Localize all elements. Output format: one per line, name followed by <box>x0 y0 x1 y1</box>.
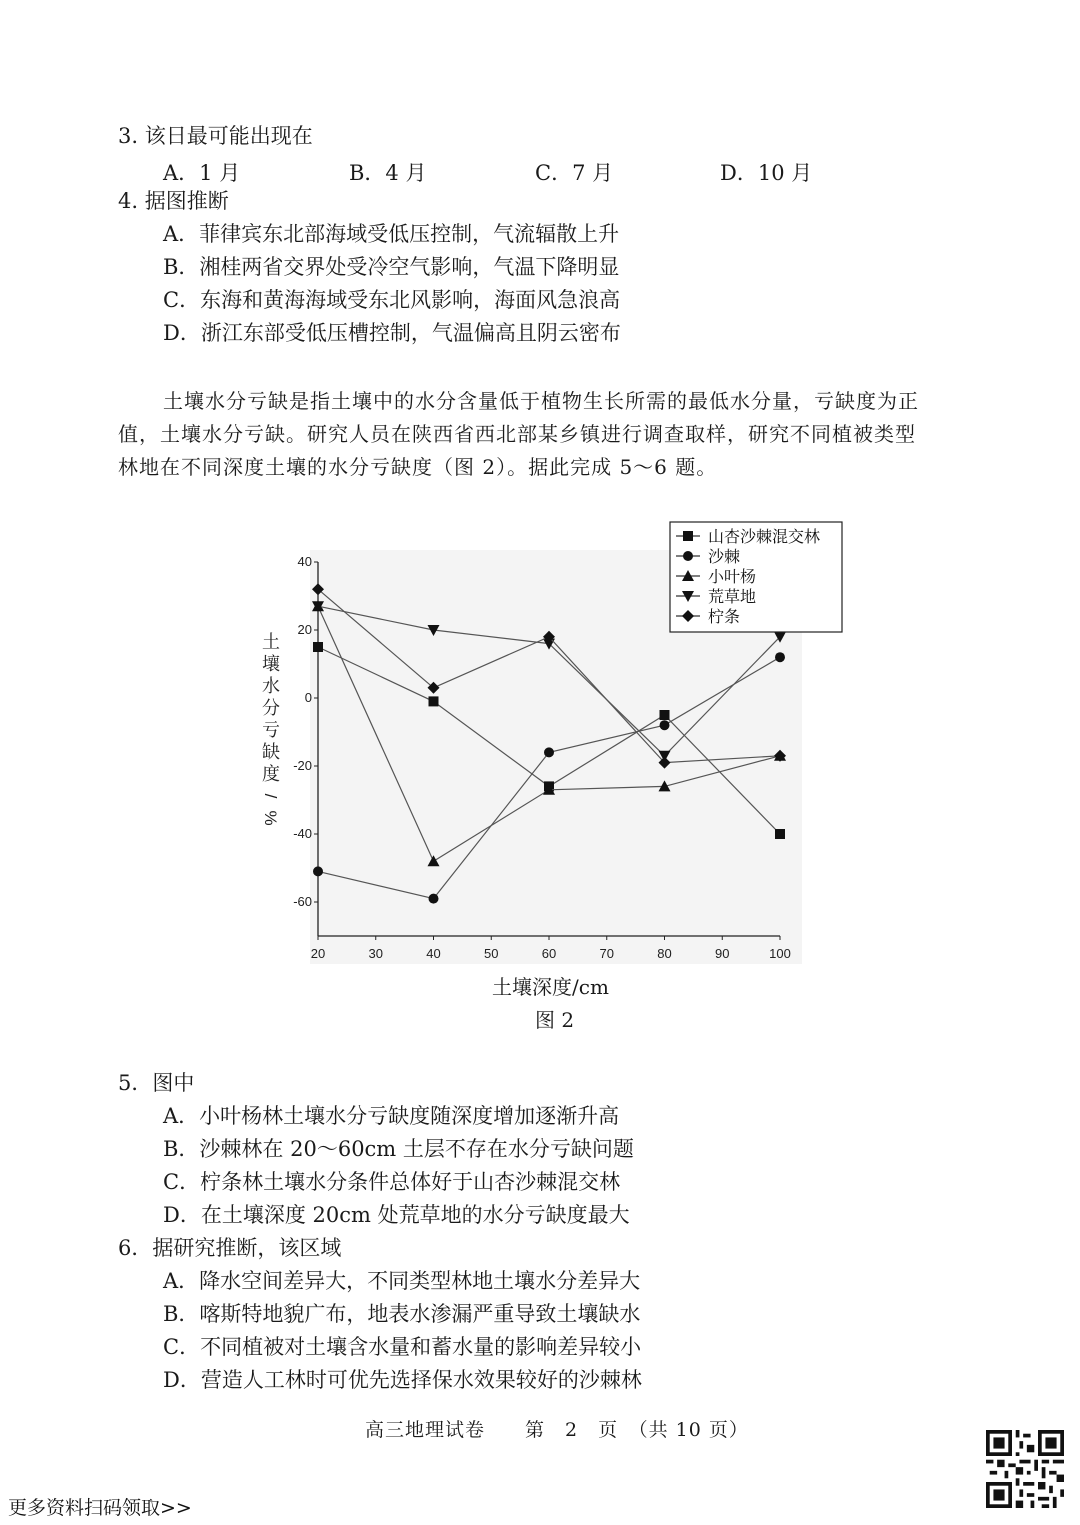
series-2-point <box>660 720 670 730</box>
promo-scan-text: 更多资料扫码领取>> <box>8 1497 192 1519</box>
qr-code-icon[interactable] <box>986 1430 1064 1508</box>
x-tick-label: 50 <box>484 946 499 961</box>
legend-label: 沙棘 <box>708 549 741 566</box>
x-tick-label: 60 <box>541 946 557 961</box>
legend-marker <box>683 531 693 541</box>
q4-option-c: C．东海和黄海海域受东北风影响，海面风急浪高 <box>163 288 621 312</box>
q6-option-b: B．喀斯特地貌广布，地表水渗漏严重导致土壤缺水 <box>163 1302 641 1326</box>
legend-label: 山杏沙棘混交林 <box>708 529 821 546</box>
y-tick-label: -40 <box>293 826 312 841</box>
passage-line-2: 值，土壤水分亏缺。研究人员在陕西省西北部某乡镇进行调查取样，研究不同植被类型 <box>118 422 916 446</box>
q6-stem: 6．据研究推断，该区域 <box>118 1236 342 1260</box>
chart-legend <box>670 522 842 632</box>
y-axis-label-char: 亏 <box>262 720 280 740</box>
x-tick-label: 80 <box>657 946 672 961</box>
legend-marker <box>683 551 693 561</box>
y-axis-label-char: 壤 <box>262 654 280 674</box>
soil-moisture-chart <box>240 510 860 1000</box>
y-tick-label: -60 <box>293 894 312 909</box>
x-tick-label: 40 <box>426 946 441 961</box>
q3-stem: 3. 该日最可能出现在 <box>118 124 313 148</box>
passage-line-1: 土壤水分亏缺是指土壤中的水分含量低于植物生长所需的最低水分量，亏缺度为正 <box>163 389 919 413</box>
series-1-point <box>313 642 323 652</box>
q5-option-b: B．沙棘林在 20～60cm 土层不存在水分亏缺问题 <box>163 1137 634 1161</box>
q6-option-d: D．营造人工林时可优先选择保水效果较好的沙棘林 <box>163 1368 642 1392</box>
chart-xlabel: 土壤深度/cm <box>492 975 609 999</box>
y-tick-label: 0 <box>304 690 312 705</box>
q3-option-b: B．4 月 <box>349 161 427 185</box>
series-1-point <box>775 829 785 839</box>
series-1-point <box>660 710 670 720</box>
y-axis-label-char: / <box>261 793 280 799</box>
q6-option-c: C．不同植被对土壤含水量和蓄水量的影响差异较小 <box>163 1335 642 1359</box>
legend-label: 柠条 <box>708 609 741 626</box>
passage-line-3: 林地在不同深度土壤的水分亏缺度（图 2）。据此完成 5～6 题。 <box>118 455 718 479</box>
y-axis-label-char: 水 <box>262 676 280 696</box>
page-footer: 高三地理试卷 第 2 页 （共 10 页） <box>365 1419 749 1441</box>
q5-option-a: A．小叶杨林土壤水分亏缺度随深度增加逐渐升高 <box>163 1104 620 1128</box>
q3-option-d: D．10 月 <box>720 161 813 185</box>
series-2-point <box>775 652 785 662</box>
y-axis-label-char: 土 <box>262 632 280 652</box>
legend-label: 小叶杨 <box>708 569 757 586</box>
figure-caption: 图 2 <box>535 1008 575 1032</box>
q4-stem: 4. 据图推断 <box>118 189 229 213</box>
series-2-point <box>544 747 554 757</box>
x-tick-label: 90 <box>715 946 730 961</box>
x-tick-label: 20 <box>310 946 326 961</box>
x-tick-label: 30 <box>368 946 383 961</box>
legend-label: 荒草地 <box>708 589 757 606</box>
q4-option-b: B．湘桂两省交界处受冷空气影响，气温下降明显 <box>163 255 620 279</box>
q3-option-c: C．7 月 <box>535 161 614 185</box>
y-tick-label: -20 <box>293 758 312 773</box>
q5-option-d: D．在土壤深度 20cm 处荒草地的水分亏缺度最大 <box>163 1203 630 1227</box>
q5-stem: 5．图中 <box>118 1071 195 1095</box>
q5-option-c: C．柠条林土壤水分条件总体好于山杏沙棘混交林 <box>163 1170 621 1194</box>
series-2-point <box>313 866 323 876</box>
y-tick-label: 20 <box>297 622 312 637</box>
y-axis-label-char: 度 <box>262 764 280 784</box>
y-axis-label-char: % <box>261 810 280 826</box>
y-tick-label: 40 <box>297 554 312 569</box>
y-axis-label-char: 分 <box>262 698 280 718</box>
series-1-point <box>429 696 439 706</box>
q3-option-a: A．1 月 <box>163 161 241 185</box>
y-axis-label-char: 缺 <box>262 742 280 762</box>
q4-option-d: D．浙江东部受低压槽控制，气温偏高且阴云密布 <box>163 321 621 345</box>
series-2-point <box>429 894 439 904</box>
q6-option-a: A．降水空间差异大，不同类型林地土壤水分差异大 <box>163 1269 641 1293</box>
q4-option-a: A．菲律宾东北部海域受低压控制，气流辐散上升 <box>163 222 620 246</box>
x-tick-label: 100 <box>769 946 791 961</box>
x-tick-label: 70 <box>599 946 614 961</box>
